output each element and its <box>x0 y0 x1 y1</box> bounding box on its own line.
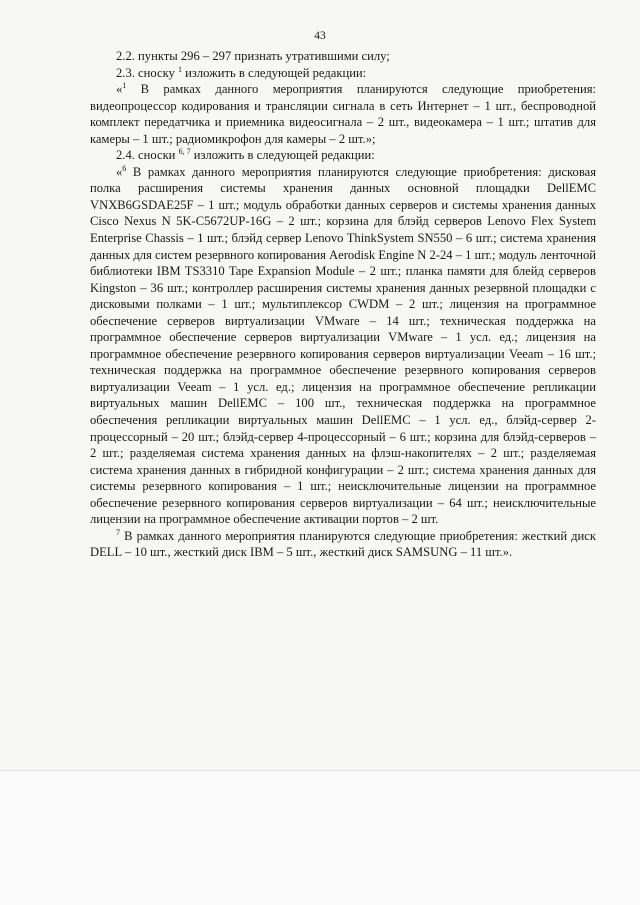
footnote-1-text <box>90 81 596 147</box>
footnote-7-marker: 7 <box>116 527 120 537</box>
footnote-7-body: В рамках данного мероприятия планируются следующие приобретения: жесткий диск DELL – 10 шт., жесткий диск IBM – 5 шт., жесткий диск SAMSUNG – 11 шт.». <box>90 528 596 560</box>
item-2-3-suffix: изложить в следующей редакции: <box>181 65 367 80</box>
footnote-6-text <box>90 164 596 528</box>
item-2-4-prefix: 2.4. сноски <box>116 148 179 163</box>
paragraph-2-4 <box>90 147 596 164</box>
footnote-1-open-quote: « <box>116 82 123 97</box>
footnote-7-text <box>90 528 596 561</box>
item-2-4-suffix: изложить в следующей редакции: <box>190 148 375 163</box>
footnote-6-body: В рамках данного мероприятия планируются следующие приобретения: дисковая полка расширения системы хранения данных основной площадки DellEMC VNXB6GSDAE25F – 1 шт.; модуль обработки данных серверов и системы хранения данных Cisco Nexus N 5K-C5672UP-16G – 2 шт.; корзина для блэйд серверов Lenovo Flex System Enterprise Chassis – 1 шт.; блэйд сервер Lenovo ThinkSystem SN550 – 6 шт.; система хранения данных для систем резервного копирования Aerodisk Engine N 2-24 – 1 шт.; модуль ленточной библиотеки IBM TS3310 Tape Expansion Module – 2 шт.; планка памяти для блейд серверов Kingston – 36 шт.; контроллер расширения системы хранения данных резервной площадки с дисковыми полками – 1 шт.; мультиплексор CWDM – 2 шт.; лицензия на программное обеспечение серверов виртуализации VMware – 14 шт.; техническая поддержка на программное обеспечение серверов виртуализации VMware – 1 усл. ед.; лицензия на программное обеспечение резервного копирования серверов виртуализации Veeam – 16 шт.; техническая поддержка на программное обеспечение резервного копирования серверов виртуализации Veeam – 1 усл. ед.; лицензия на программное обеспечение репликации виртуальных машин DellEMC – 100 шт., техническая поддержка на программное обеспечения репликации виртуальных машин DellEMC – 1 усл. ед., блэйд-сервер 2-процессорный – 20 шт.; блэйд-сервер 4-процессорный – 6 шт.; корзина для блэйд-серверов – 2 шт.; разделяемая система хранения данных на флэш-накопителях – 2 шт.; разделяемая система хранения данных в гибридной конфигурации – 2 шт.; система хранения данных для системы резервного копирования – 1 шт.; неисключительные лицензии на программное обеспечение резервного копирования серверов виртуализации – 64 шт.; неисключительные лицензии на программное обеспечение активации портов – 2 шт. <box>90 164 596 527</box>
item-2-3-prefix: 2.3. сноску <box>116 65 178 80</box>
paragraph-2-2: 2.2. пункты 296 – 297 признать утратившими силу; <box>116 49 390 63</box>
paragraph-2-3 <box>90 65 596 82</box>
footnote-ref-6-7: 6, 7 <box>178 147 191 157</box>
footnote-1-marker: 1 <box>122 81 127 91</box>
footnote-ref-1: 1 <box>177 64 182 74</box>
footnote-6-open-quote: « <box>116 164 123 179</box>
page-number: 43 <box>314 30 326 42</box>
footnote-6-marker: 6 <box>122 163 127 173</box>
document-body <box>90 48 596 561</box>
footnote-1-body: В рамках данного мероприятия планируются следующие приобретения: видеопроцессор кодирования и трансляции сигнала в сеть Интернет – 1 шт., беспроводной комплект передатчика и приемника видеосигнала – 2 шт., видеокамера – 1 шт.; штатив для камеры – 1 шт.; радиомикрофон для камеры – 2 шт.»; <box>90 82 596 146</box>
